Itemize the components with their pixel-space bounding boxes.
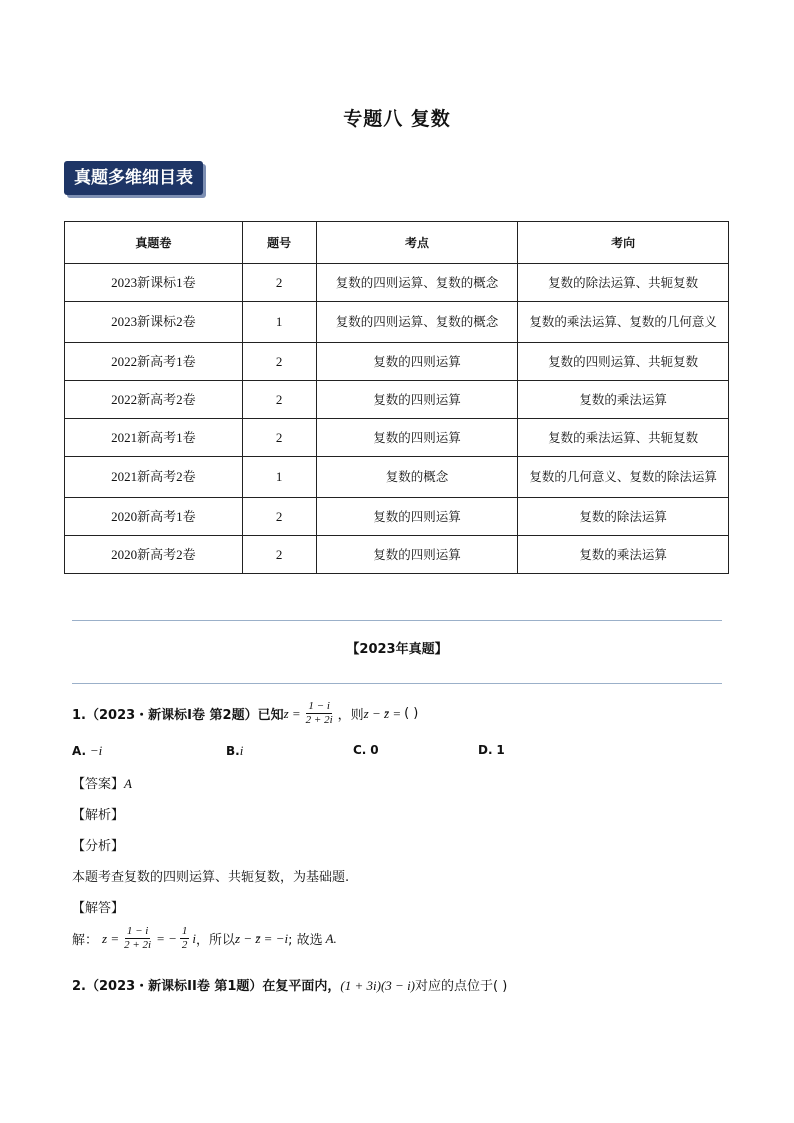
fenxi-label: 【分析】 bbox=[72, 839, 125, 854]
header-cell: 考向 bbox=[518, 222, 729, 264]
option-label: B. bbox=[226, 744, 240, 758]
table-row bbox=[65, 498, 729, 536]
exam-outline-table bbox=[64, 221, 729, 574]
table-cell: 复数的四则运算 bbox=[316, 381, 518, 419]
table-cell: 2 bbox=[242, 381, 316, 419]
table-row bbox=[65, 457, 729, 498]
option-a[interactable] bbox=[72, 743, 102, 759]
table-cell: 复数的乘法运算 bbox=[518, 381, 729, 419]
answer-line bbox=[72, 773, 132, 792]
table-cell: 复数的四则运算 bbox=[316, 343, 518, 381]
table-cell: 2 bbox=[242, 419, 316, 457]
table-cell: 复数的乘法运算、复数的几何意义 bbox=[518, 302, 729, 343]
question-1-expr: z − z̄ = bbox=[363, 705, 402, 721]
solution-i: i bbox=[192, 930, 197, 946]
question-2 bbox=[72, 975, 507, 994]
question-1-prefix: 1.（2023・新课标I卷 第2题）已知 bbox=[72, 708, 284, 723]
table-cell: 复数的除法运算、共轭复数 bbox=[518, 264, 729, 302]
option-value: 0 bbox=[370, 743, 379, 757]
table-row bbox=[65, 381, 729, 419]
fraction-denominator: 2 + 2i bbox=[305, 714, 333, 726]
section-title: 【2023年真题】 bbox=[346, 642, 448, 657]
table-cell: 复数的乘法运算 bbox=[518, 536, 729, 574]
solution-z: z = bbox=[102, 930, 120, 946]
header-cell: 考点 bbox=[316, 222, 518, 264]
table-cell: 1 bbox=[242, 457, 316, 498]
table-cell: 复数的四则运算 bbox=[316, 536, 518, 574]
table-cell: 复数的乘法运算、共轭复数 bbox=[518, 419, 729, 457]
table-cell: 2 bbox=[242, 498, 316, 536]
table-cell: 2 bbox=[242, 343, 316, 381]
table-cell: 2 bbox=[242, 264, 316, 302]
table-row bbox=[65, 264, 729, 302]
table-cell: 复数的四则运算、复数的概念 bbox=[316, 264, 518, 302]
answer-value: A bbox=[124, 776, 132, 791]
question-2-expr: (1 + 3i)(3 − i) bbox=[340, 978, 416, 993]
jieda-label: 【解答】 bbox=[72, 901, 125, 916]
table-cell: 2020新高考1卷 bbox=[65, 498, 243, 536]
solution-line bbox=[72, 925, 337, 952]
table-cell: 复数的几何意义、复数的除法运算 bbox=[518, 457, 729, 498]
table-cell: 2022新高考2卷 bbox=[65, 381, 243, 419]
header-cell: 题号 bbox=[242, 222, 316, 264]
fraction-denominator: 2 + 2i bbox=[124, 939, 152, 951]
question-1-suffix: ( ) bbox=[404, 706, 419, 721]
fraction-denominator: 2 bbox=[181, 939, 188, 951]
page-title: 专题八 复数 bbox=[343, 108, 451, 130]
table-cell: 复数的除法运算 bbox=[518, 498, 729, 536]
table-row bbox=[65, 343, 729, 381]
solution-mid: ，所以 bbox=[196, 933, 236, 948]
table-cell: 1 bbox=[242, 302, 316, 343]
solution-end: ; 故选 bbox=[288, 933, 323, 948]
table-cell: 复数的四则运算 bbox=[316, 498, 518, 536]
table-row bbox=[65, 302, 729, 343]
table-row bbox=[65, 419, 729, 457]
question-2-suffix: 对应的点位于( ) bbox=[415, 979, 508, 994]
fraction-numerator: 1 − i bbox=[126, 925, 149, 937]
question-1-mid: ，则 bbox=[337, 708, 364, 723]
solution-expr: z − z̄ = −i bbox=[235, 930, 289, 946]
solution-fraction-half bbox=[180, 925, 190, 952]
solution-prefix: 解： bbox=[72, 933, 99, 948]
table-cell: 复数的四则运算、共轭复数 bbox=[518, 343, 729, 381]
option-value: −i bbox=[89, 743, 103, 758]
solution-choice: A. bbox=[325, 930, 337, 946]
table-header-row bbox=[65, 222, 729, 264]
divider-bottom bbox=[72, 683, 722, 684]
table-cell: 2023新课标1卷 bbox=[65, 264, 243, 302]
table-cell: 2020新高考2卷 bbox=[65, 536, 243, 574]
option-label: C. bbox=[353, 743, 367, 757]
fraction-numerator: 1 − i bbox=[308, 700, 330, 712]
table-cell: 2023新课标2卷 bbox=[65, 302, 243, 343]
table-cell: 2 bbox=[242, 536, 316, 574]
question-1-fraction bbox=[304, 700, 335, 727]
analysis-label: 【解析】 bbox=[72, 808, 125, 823]
question-2-prefix: 2.（2023・新课标II卷 第1题）在复平面内， bbox=[72, 979, 341, 994]
table-cell: 2022新高考1卷 bbox=[65, 343, 243, 381]
table-cell: 2021新高考2卷 bbox=[65, 457, 243, 498]
fenxi-text: 本题考查复数的四则运算、共轭复数，为基础题. bbox=[72, 870, 350, 885]
solution-equals: = − bbox=[156, 930, 177, 946]
question-1 bbox=[72, 700, 418, 727]
table-cell: 复数的四则运算、复数的概念 bbox=[316, 302, 518, 343]
question-1-options bbox=[72, 743, 632, 759]
option-label: A. bbox=[72, 744, 87, 758]
fraction-numerator: 1 bbox=[181, 925, 188, 937]
section-banner: 真题多维细目表 bbox=[64, 161, 203, 195]
table-row bbox=[65, 536, 729, 574]
divider-top bbox=[72, 620, 722, 621]
table-cell: 2021新高考1卷 bbox=[65, 419, 243, 457]
option-c[interactable] bbox=[353, 743, 379, 757]
answer-label: 【答案】 bbox=[72, 777, 125, 792]
option-label: D. bbox=[478, 743, 493, 757]
option-value: 1 bbox=[496, 743, 505, 757]
question-1-z: z = bbox=[283, 705, 301, 721]
option-b[interactable] bbox=[226, 743, 243, 759]
table-cell: 复数的概念 bbox=[316, 457, 518, 498]
header-cell: 真题卷 bbox=[65, 222, 243, 264]
solution-fraction bbox=[122, 925, 153, 952]
option-d[interactable] bbox=[478, 743, 505, 757]
option-value: i bbox=[239, 743, 244, 758]
table-cell: 复数的四则运算 bbox=[316, 419, 518, 457]
